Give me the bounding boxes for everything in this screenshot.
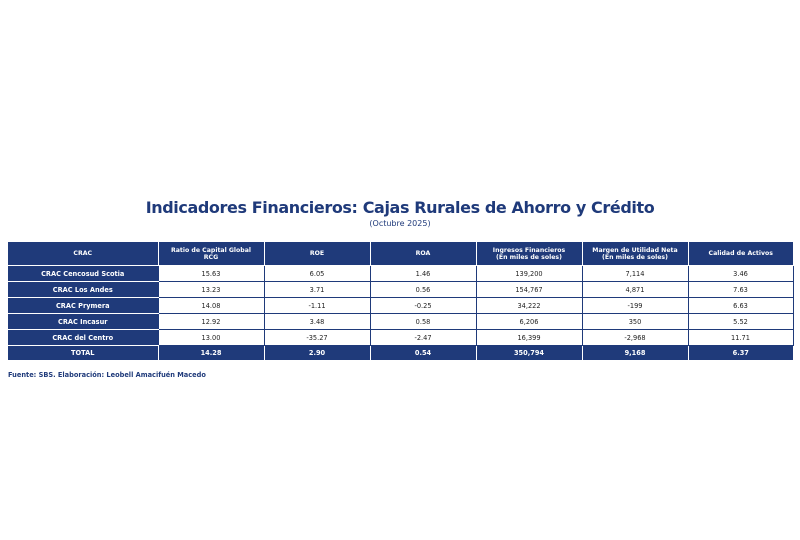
cell-roe: 6.05 xyxy=(264,266,370,282)
cell-margen: 4,871 xyxy=(582,282,688,298)
table-row xyxy=(8,266,793,282)
source-note: Fuente: SBS. Elaboración: Leobell Amacifuén Macedo xyxy=(8,371,206,379)
cell-ingresos: 34,222 xyxy=(476,298,582,314)
header-rcg: Ratio de Capital Global RCG xyxy=(158,242,264,266)
financial-indicators-table xyxy=(8,242,794,360)
cell-roa: -0.25 xyxy=(370,298,476,314)
cell-roe: -35.27 xyxy=(264,330,370,346)
cell-rcg: 13.23 xyxy=(158,282,264,298)
total-margen: 9,168 xyxy=(582,346,688,361)
table-row xyxy=(8,330,793,346)
cell-calidad: 3.46 xyxy=(688,266,793,282)
header-calidad: Calidad de Activos xyxy=(688,242,793,266)
cell-margen: 7,114 xyxy=(582,266,688,282)
cell-margen: 350 xyxy=(582,314,688,330)
header-margen: Margen de Utilidad Neta (En miles de soles) xyxy=(582,242,688,266)
header-roe: ROE xyxy=(264,242,370,266)
table-row xyxy=(8,282,793,298)
total-roa: 0.54 xyxy=(370,346,476,361)
cell-calidad: 7.63 xyxy=(688,282,793,298)
cell-roa: 0.56 xyxy=(370,282,476,298)
cell-margen: -199 xyxy=(582,298,688,314)
total-roe: 2.90 xyxy=(264,346,370,361)
page-title: Indicadores Financieros: Cajas Rurales de Ahorro y Crédito xyxy=(145,198,655,217)
cell-crac: CRAC del Centro xyxy=(8,330,158,346)
total-ingresos: 350,794 xyxy=(476,346,582,361)
page-subtitle: (Octubre 2025) xyxy=(369,219,431,228)
cell-crac: CRAC Prymera xyxy=(8,298,158,314)
cell-roa: -2.47 xyxy=(370,330,476,346)
cell-crac: CRAC Incasur xyxy=(8,314,158,330)
cell-calidad: 5.52 xyxy=(688,314,793,330)
header-ingresos: Ingresos Financieros (En miles de soles) xyxy=(476,242,582,266)
cell-rcg: 14.08 xyxy=(158,298,264,314)
cell-roe: 3.71 xyxy=(264,282,370,298)
total-label: TOTAL xyxy=(8,346,158,361)
table-row xyxy=(8,314,793,330)
cell-crac: CRAC Cencosud Scotia xyxy=(8,266,158,282)
cell-crac: CRAC Los Andes xyxy=(8,282,158,298)
total-rcg: 14.28 xyxy=(158,346,264,361)
cell-calidad: 11.71 xyxy=(688,330,793,346)
table-header-row xyxy=(8,242,793,266)
table-total-row xyxy=(8,346,793,361)
cell-roa: 0.58 xyxy=(370,314,476,330)
table-row xyxy=(8,298,793,314)
cell-rcg: 15.63 xyxy=(158,266,264,282)
cell-roa: 1.46 xyxy=(370,266,476,282)
total-calidad: 6.37 xyxy=(688,346,793,361)
cell-ingresos: 139,200 xyxy=(476,266,582,282)
cell-ingresos: 6,206 xyxy=(476,314,582,330)
cell-rcg: 13.00 xyxy=(158,330,264,346)
header-roa: ROA xyxy=(370,242,476,266)
cell-roe: -1.11 xyxy=(264,298,370,314)
cell-calidad: 6.63 xyxy=(688,298,793,314)
cell-ingresos: 16,399 xyxy=(476,330,582,346)
cell-ingresos: 154,767 xyxy=(476,282,582,298)
cell-margen: -2,968 xyxy=(582,330,688,346)
header-crac: CRAC xyxy=(8,242,158,266)
cell-roe: 3.48 xyxy=(264,314,370,330)
cell-rcg: 12.92 xyxy=(158,314,264,330)
